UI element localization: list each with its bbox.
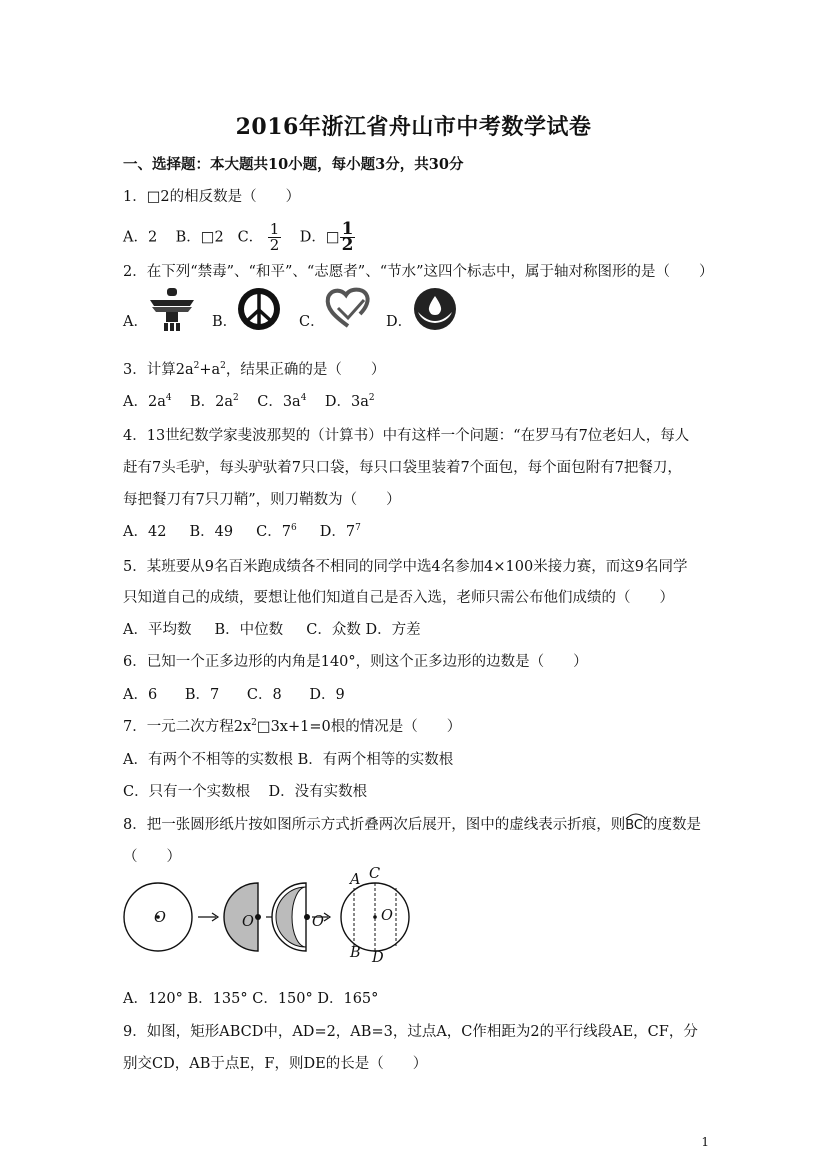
section-heading: 一、选择题：本大题共10小题，每小题3分，共30分 — [123, 156, 464, 173]
option-b: B．中位数 — [214, 622, 284, 638]
question-9-line-2: 别交CD，AB于点E，F，则DE的长是（ ） — [123, 1056, 428, 1072]
option-a: A． — [123, 314, 148, 330]
question-6-stem: 6．已知一个正多边形的内角是140°，则这个正多边形的边数是（ ） — [123, 654, 588, 670]
question-3-options — [123, 390, 375, 411]
option-c: C． — [237, 229, 264, 246]
question-7-stem — [123, 715, 461, 736]
option-d: D．$3a^2$ — [324, 393, 375, 410]
exponent: 2 — [220, 361, 226, 371]
label-o: O — [312, 914, 324, 930]
option-c: C． — [299, 314, 325, 330]
option-d: D．9 — [309, 687, 345, 703]
stem-part: +a — [199, 362, 221, 378]
option-b: B．135° — [187, 991, 248, 1007]
stem-part: ，结果正确的是（ ） — [225, 362, 386, 378]
option-a: A．2 — [123, 229, 158, 246]
option-c: C．$7^6$ — [256, 523, 297, 540]
anti-drug-logo-icon — [148, 286, 196, 336]
option-b: B．7 — [184, 687, 220, 703]
question-4-line-2: 赶有7头毛驴，每头驴驮着7只口袋，每只口袋里装着7个面包，每个面包附有7把餐刀， — [123, 460, 682, 476]
label-d: D — [372, 950, 384, 966]
question-5-line-2: 只知道自己的成绩，要想让他们知道自己是否入选，老师只需公布他们成绩的（ ） — [123, 590, 674, 606]
question-8-paren: （ ） — [123, 849, 181, 865]
question-1-stem: 1．□2的相反数是（ ） — [123, 189, 301, 205]
label-o: O — [154, 910, 166, 926]
exponent: 2 — [193, 361, 200, 371]
option-b: B． — [212, 314, 238, 330]
label-b: B — [350, 945, 361, 961]
option-a: A．$2a^4$ — [123, 393, 172, 410]
option-d: D．方差 — [365, 622, 421, 638]
question-8-stem — [123, 813, 701, 834]
fraction-half — [268, 222, 282, 253]
option-a: A．42 — [123, 524, 167, 540]
option-c: C．$3a^4$ — [257, 393, 307, 410]
exponent: 2 — [251, 718, 257, 728]
question-6-options — [123, 683, 345, 704]
frac-num: 1 — [269, 220, 280, 238]
question-1-options — [123, 219, 355, 255]
option-c: C．只有一个实数根 — [123, 784, 251, 800]
option-c: C．众数 — [306, 622, 361, 638]
label-c: C — [369, 866, 381, 882]
option-d: D．$7^7$ — [319, 523, 361, 540]
frac-den: 2 — [341, 235, 354, 255]
question-4-line-1: 4．13世纪数学家斐波那契的（计算书）中有这样一个问题：“在罗马有7位老妇人，每人 — [123, 428, 690, 444]
question-4-line-3: 每把餐刀有7只刀鞘”，则刀鞘数为（ ） — [123, 492, 401, 508]
option-b: B．49 — [189, 524, 234, 540]
volunteer-heart-logo-icon — [324, 286, 372, 334]
option-b: B．$2a^2$ — [190, 393, 239, 410]
label-o: O — [242, 914, 254, 930]
option-d: D．没有实数根 — [268, 784, 368, 800]
option-d: D． — [386, 314, 413, 330]
stem-part: 8．把一张圆形纸片按如图所示方式折叠两次后展开，图中的虚线表示折痕，则 — [123, 817, 626, 833]
option-a: A．6 — [123, 687, 158, 703]
stem-part: 的度数是 — [643, 817, 702, 833]
question-5-options — [123, 618, 421, 639]
question-5-line-1: 5．某班要从9名百米跑成绩各不相同的同学中选4名参加4×100米接力赛，而这9名同学 — [123, 559, 688, 575]
arc-bc: BC — [625, 817, 643, 833]
frac-den: 2 — [269, 236, 280, 254]
question-3-stem — [123, 358, 385, 379]
stem-part: □3x+1=0根的情况是（ ） — [256, 719, 462, 735]
option-d: D．165° — [317, 991, 379, 1007]
stem-part: 3．计算2a — [123, 362, 194, 378]
page-title: 2016年浙江省舟山市中考数学试卷 — [235, 114, 592, 140]
page-number: 1 — [701, 1135, 709, 1149]
label-o: O — [381, 908, 393, 924]
peace-logo-icon — [236, 286, 282, 336]
question-2-stem: 2．在下列“禁毒”、“和平”、“志愿者”、“节水”这四个标志中，属于轴对称图形的是（ ） — [123, 264, 714, 280]
question-7-options-cd — [123, 780, 367, 801]
frac-num: 1 — [341, 219, 354, 239]
option-b: B．□2 — [175, 229, 224, 246]
water-saving-logo-icon — [412, 286, 458, 336]
question-8-options — [123, 987, 378, 1008]
option-a: A．平均数 — [123, 622, 192, 638]
option-c: C．8 — [246, 687, 282, 703]
question-4-options — [123, 520, 361, 541]
stem-part: 7．一元二次方程2x — [123, 719, 252, 735]
option-d: D．□ — [299, 229, 340, 246]
option-a: A．120° — [123, 991, 183, 1007]
question-7-options-ab: A．有两个不相等的实数根 B．有两个相等的实数根 — [123, 752, 454, 768]
option-c: C．150° — [252, 991, 313, 1007]
label-a: A — [350, 872, 361, 888]
question-9-line-1: 9．如图，矩形ABCD中，AD=2，AB=3，过点A，C作相距为2的平行线段AE，CF，分 — [123, 1024, 698, 1040]
fraction-half-bold — [340, 219, 356, 255]
